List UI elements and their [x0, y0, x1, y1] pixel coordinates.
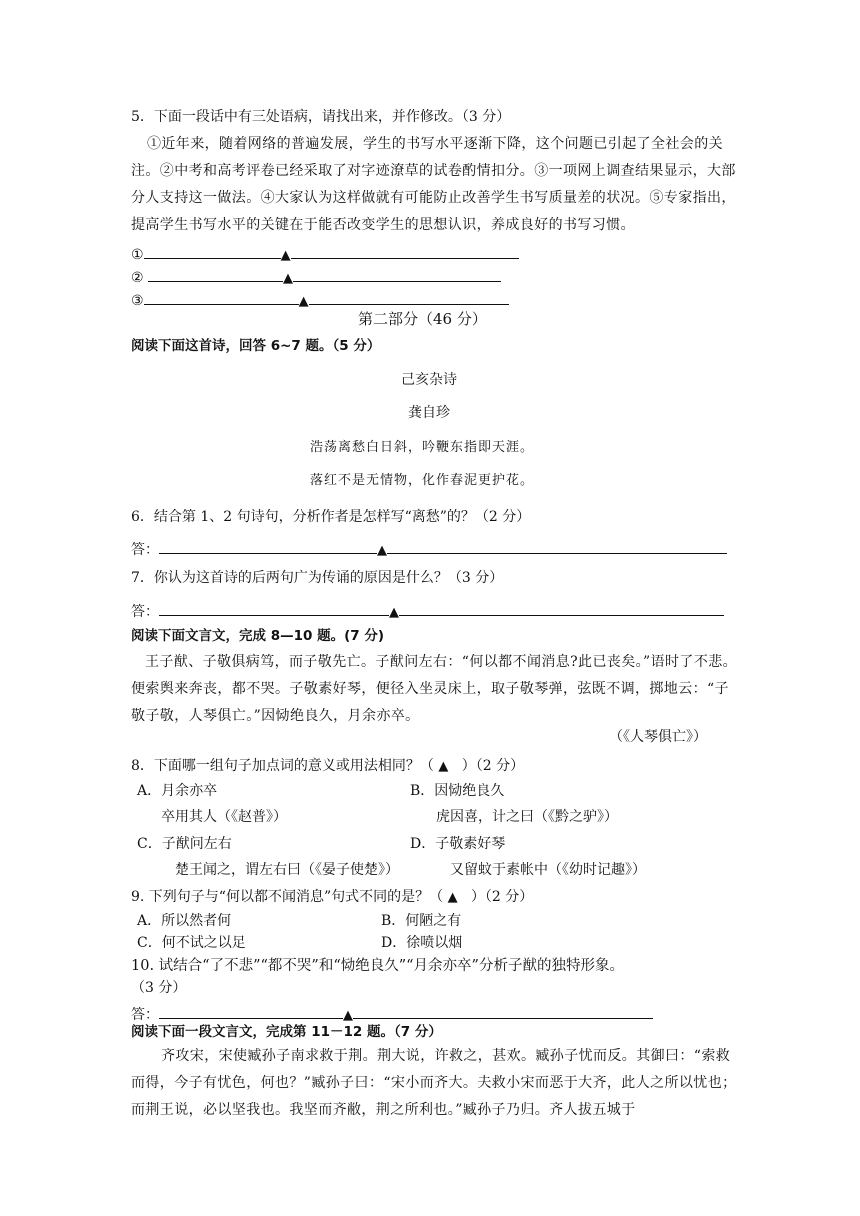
answer-label: 答： — [131, 542, 159, 558]
answer-mark: ▲ — [280, 248, 291, 263]
classical1-instruction: 阅读下面文言文，完成 8—10 题。(7 分) — [131, 628, 385, 644]
answer-label: 答： — [131, 1007, 159, 1023]
answer-mark: ▲ — [447, 890, 458, 905]
poem-author: 龚自珍 — [408, 405, 450, 421]
answer-label: 答： — [131, 604, 159, 620]
q10-stem: 10. 试结合“了不悲”“都不哭”和“恸绝良久”“月余亦卒”分析子猷的独特形象。 — [131, 958, 624, 974]
q6-answer-line[interactable] — [131, 539, 727, 557]
answer-mark: ▲ — [389, 605, 399, 620]
q8-option-a-example: 卒用其人（《赵普》） — [161, 809, 287, 825]
q8-stem: 8．下面哪一组句子加点词的意义或用法相同？（ ▲ ）（2 分） — [131, 758, 525, 774]
q8-option-b-example: 虎因喜，计之曰（《黔之驴》） — [436, 809, 618, 825]
q9-option-b[interactable]: B．何陋之有 — [381, 913, 462, 929]
q8-option-c[interactable]: C．子猷问左右 — [137, 836, 232, 852]
q9-option-a[interactable]: A．所以然者何 — [137, 913, 232, 929]
q9-option-c[interactable]: C．何不试之以足 — [137, 935, 246, 951]
q8-option-d[interactable]: D．子敬素好琴 — [410, 836, 506, 852]
blank-number: ① — [131, 247, 144, 263]
answer-mark: ▲ — [298, 294, 309, 309]
q8-option-c-example: 楚王闻之，谓左右曰（《晏子使楚》） — [175, 862, 399, 878]
answer-mark: ▲ — [377, 543, 387, 558]
q8-option-b[interactable]: B．因恸绝良久 — [410, 783, 505, 799]
q5-stem: 5．下面一段话中有三处语病，请找出来，并作修改。（3 分） — [131, 109, 511, 125]
q10-score: （3 分） — [131, 980, 187, 996]
q5-passage: ①近年来，随着网络的普遍发展，学生的书写水平逐渐下降，这个问题已引起了全社会的关注。②中考和高考评卷已经采取了对字迹潦草的试卷酌情扣分。③一项网上调查结果显示，大部分人支持这一做法。④大家认为这样做就有可能防止改善学生书写质量差的状况。⑤专家指出，提高学生书写水平的关键在于能否改变学生的思想认识，养成良好的书写习惯。 — [131, 136, 736, 233]
answer-mark: ▲ — [438, 759, 449, 774]
q6-stem: 6．结合第 1、2 句诗句，分析作者是怎样写“离愁”的？（2 分） — [131, 509, 531, 525]
part-two-heading: 第二部分（46 分） — [358, 310, 487, 328]
answer-mark: ▲ — [283, 271, 294, 286]
poem-line-1: 浩荡离愁白日斜，吟鞭东指即天涯。 — [310, 440, 535, 455]
q10-answer-line[interactable] — [131, 1004, 653, 1022]
classical1-text: 王子猷、子敬俱病笃，而子敬先亡。子猷问左右：“何以都不闻消息?此已丧矣。”语时了不悲。便索舆来奔丧，都不哭。子敬素好琴，便径入坐灵床上，取子敬琴弹，弦既不调，掷地云：“子敬子敬，人琴俱亡。”因恸绝良久，月余亦卒。 — [131, 654, 738, 724]
q9-stem: 9. 下列句子与“何以都不闻消息”句式不同的是？（ ▲ ）（2 分） — [131, 889, 534, 905]
q5-blank-2[interactable] — [131, 267, 501, 285]
q8-option-d-example: 又留蚊于素帐中（《幼时记趣》） — [450, 862, 646, 878]
q8-option-a[interactable]: A．月余亦卒 — [137, 783, 218, 799]
classical1-source: （《人琴俱亡》） — [609, 729, 707, 745]
blank-number: ③ — [131, 293, 144, 309]
poem-line-2: 落红不是无情物，化作春泥更护花。 — [310, 473, 535, 488]
answer-mark: ▲ — [343, 1008, 353, 1023]
classical2-instruction: 阅读下面一段文言文，完成第 11－12 题。（7 分） — [131, 1024, 442, 1040]
classical2-text: 齐攻宋，宋使臧孙子南求救于荆。荆大说，许救之，甚欢。臧孙子忧而反。其御曰：“索救而得，今子有忧色，何也？”臧孙子曰：“宋小而齐大。夫救小宋而恶于大齐，此人之所以忧也；而荆王说，必以坚我也。我坚而齐敝，荆之所利也。”臧孙子乃归。齐人拔五城于 — [131, 1048, 737, 1118]
poem-title: 己亥杂诗 — [401, 372, 457, 388]
blank-number: ② — [131, 270, 144, 286]
poem-instruction: 阅读下面这首诗，回答 6~7 题。（5 分） — [131, 338, 381, 354]
q7-answer-line[interactable] — [131, 601, 724, 619]
q9-option-d[interactable]: D．徐喷以烟 — [381, 935, 463, 951]
q5-blank-1[interactable] — [131, 244, 519, 262]
q7-stem: 7．你认为这首诗的后两句广为传诵的原因是什么？（3 分） — [131, 570, 504, 586]
q5-blank-3[interactable] — [131, 290, 509, 308]
